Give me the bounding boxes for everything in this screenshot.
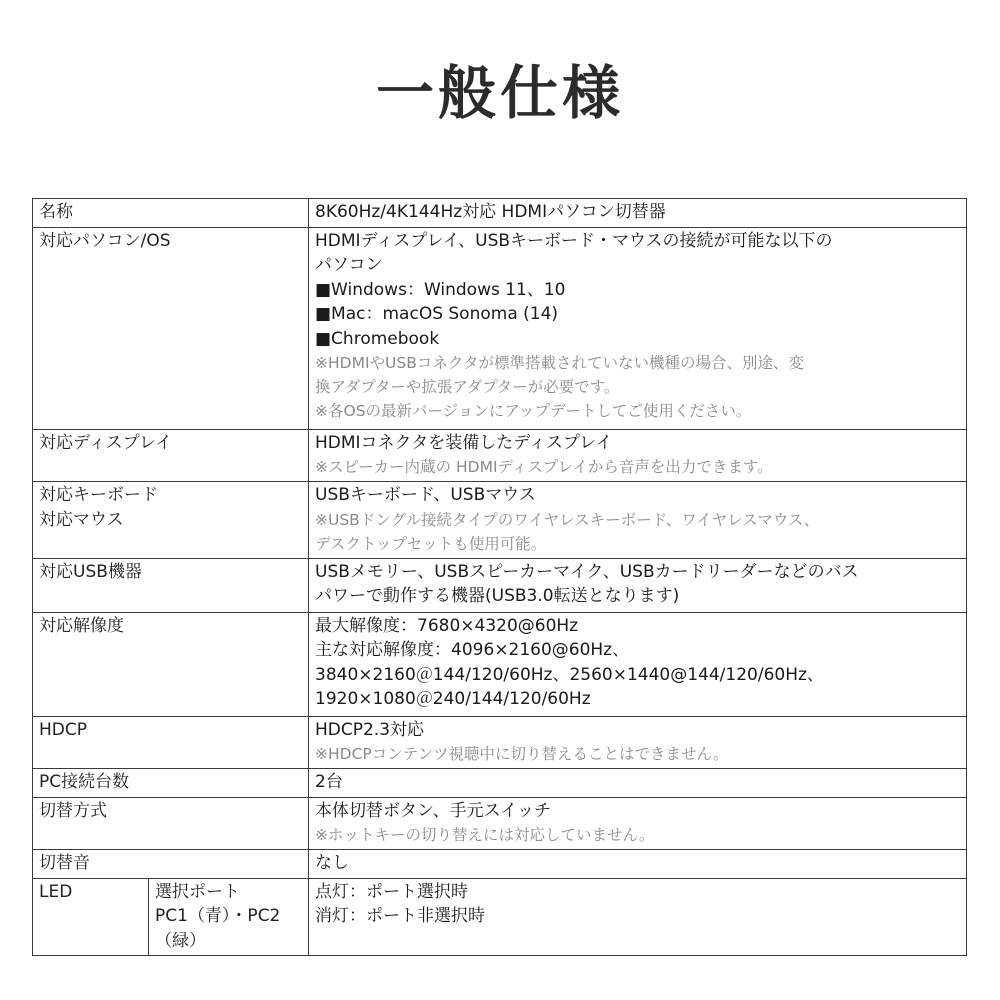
row-label-keyboard-mouse: 対応キーボード 対応マウス	[33, 482, 309, 559]
table-row	[33, 878, 967, 956]
table-row	[33, 482, 967, 559]
row-value-hdcp: HDCP2.3対応 ※HDCPコンテンツ視聴中に切り替えることはできません。	[309, 716, 967, 769]
page-title: 一般仕様	[375, 59, 624, 127]
row-label-usb: 対応USB機器	[33, 558, 309, 612]
row-value-usb: USBメモリー、USBスピーカーマイク、USBカードリーダーなどのバス パワーで動作する機器(USB3.0転送となります)	[309, 558, 967, 612]
row-label-pc-os: 対応パソコン/OS	[33, 227, 309, 429]
row-value-switch-method: 本体切替ボタン、手元スイッチ ※ホットキーの切り替えには対応していません。	[309, 797, 967, 850]
row-label-display: 対応ディスプレイ	[33, 429, 309, 482]
table-row	[33, 199, 967, 228]
row-value-resolution: 最大解像度：7680×4320@60Hz 主な対応解像度：4096×2160@60Hz、 3840×2160＠144/120/60Hz、2560×1440@144/120/60Hz、 1920×1080＠240/144/120/60Hz	[309, 612, 967, 716]
row-label-pc-count: PC接続台数	[33, 769, 309, 798]
row-label-led: LED	[33, 878, 149, 956]
row-value-pc-count: 2台	[309, 769, 967, 798]
row-label-resolution: 対応解像度	[33, 612, 309, 716]
row-value-led: 点灯：ポート選択時 消灯：ポート非選択時	[309, 878, 967, 956]
table-row	[33, 558, 967, 612]
row-label-hdcp: HDCP	[33, 716, 309, 769]
table-row	[33, 429, 967, 482]
row-sublabel-led: 選択ポート PC1（青）・PC2 （緑）	[149, 878, 309, 956]
table-row	[33, 612, 967, 716]
row-value-pc-os: HDMIディスプレイ、USBキーボード・マウスの接続が可能な以下の パソコン ■Windows：Windows 11、10 ■Mac：macOS Sonoma (14) ■Chromebook ※HDMIやUSBコネクタが標準搭載されていない機種の場合、別途、変 換アダプターや拡張アダプターが必要です。 ※各OSの最新バージョンにアップデートしてご使用ください。	[309, 227, 967, 429]
row-label-switch-method: 切替方式	[33, 797, 309, 850]
row-value-keyboard-mouse: USBキーボード、USBマウス ※USBドングル接続タイプのワイヤレスキーボード、ワイヤレスマウス、 デスクトップセットも使用可能。	[309, 482, 967, 559]
table-row	[33, 850, 967, 879]
table-row	[33, 716, 967, 769]
row-value-switch-sound: なし	[309, 850, 967, 879]
spec-table	[32, 198, 967, 956]
row-value-display: HDMIコネクタを装備したディスプレイ ※スピーカー内蔵の HDMIディスプレイから音声を出力できます。	[309, 429, 967, 482]
row-label-name: 名称	[33, 199, 309, 228]
row-label-switch-sound: 切替音	[33, 850, 309, 879]
row-value-name: 8K60Hz/4K144Hz対応 HDMIパソコン切替器	[309, 199, 967, 228]
table-row	[33, 769, 967, 798]
table-row	[33, 227, 967, 429]
table-row	[33, 797, 967, 850]
